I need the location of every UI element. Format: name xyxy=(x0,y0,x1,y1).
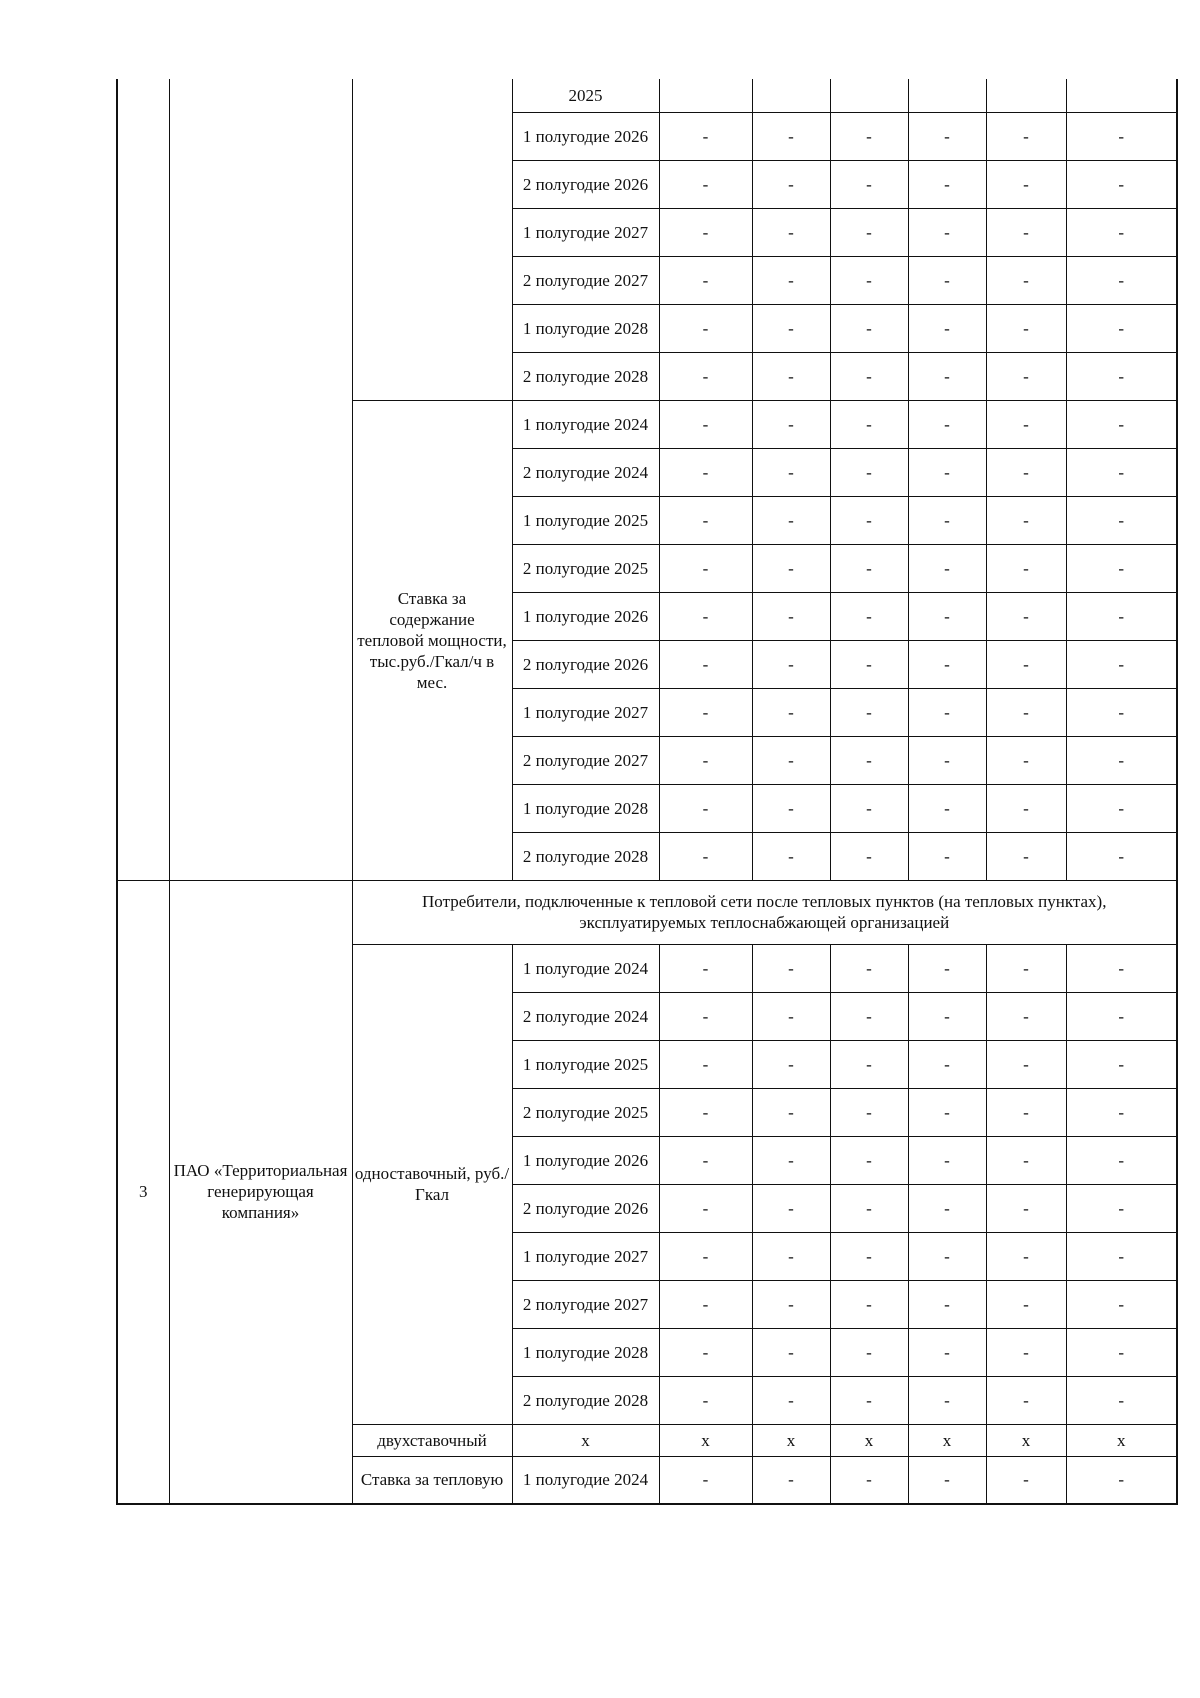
value-cell: - xyxy=(659,1136,752,1184)
value-cell: - xyxy=(659,736,752,784)
value-cell: - xyxy=(752,944,830,992)
period-cell: 1 полугодие 2026 xyxy=(512,1136,659,1184)
period-cell: 2 полугодие 2028 xyxy=(512,832,659,880)
value-cell: - xyxy=(908,736,986,784)
value-cell: - xyxy=(752,1232,830,1280)
value-cell: - xyxy=(830,1088,908,1136)
period-cell: 2 полугодие 2027 xyxy=(512,256,659,304)
value-cell: - xyxy=(1066,160,1177,208)
value-cell: - xyxy=(1066,304,1177,352)
value-cell: - xyxy=(1066,496,1177,544)
value-cell: - xyxy=(752,992,830,1040)
period-cell: 1 полугодие 2026 xyxy=(512,592,659,640)
value-cell: - xyxy=(908,544,986,592)
value-cell: - xyxy=(1066,544,1177,592)
value-cell: - xyxy=(908,1456,986,1504)
two-rate-label: двухставочный xyxy=(352,1424,512,1456)
value-cell: - xyxy=(830,304,908,352)
value-cell: - xyxy=(908,208,986,256)
value-cell: - xyxy=(659,784,752,832)
value-cell: - xyxy=(830,208,908,256)
value-cell: - xyxy=(986,736,1066,784)
period-cell: 1 полугодие 2027 xyxy=(512,208,659,256)
value-cell: x xyxy=(659,1424,752,1456)
value-cell: - xyxy=(986,1376,1066,1424)
thermal-rate-label: Ставка за тепловую xyxy=(352,1456,512,1504)
value-cell: - xyxy=(659,544,752,592)
value-cell: - xyxy=(752,352,830,400)
value-cell: - xyxy=(1066,1232,1177,1280)
value-cell: - xyxy=(752,1040,830,1088)
row-number-cell xyxy=(117,79,169,880)
value-cell: - xyxy=(659,208,752,256)
value-cell: - xyxy=(1066,352,1177,400)
value-cell: - xyxy=(986,1184,1066,1232)
value-cell: - xyxy=(986,1328,1066,1376)
value-cell: - xyxy=(659,640,752,688)
period-cell: 1 полугодие 2024 xyxy=(512,400,659,448)
value-cell: - xyxy=(986,592,1066,640)
value-cell: - xyxy=(830,448,908,496)
value-cell: - xyxy=(830,352,908,400)
value-cell: - xyxy=(1066,592,1177,640)
value-cell: - xyxy=(1066,448,1177,496)
value-cell: - xyxy=(659,256,752,304)
period-cell: 2 полугодие 2025 xyxy=(512,544,659,592)
value-cell xyxy=(752,79,830,112)
value-cell: - xyxy=(659,1376,752,1424)
value-cell: - xyxy=(752,784,830,832)
value-cell: - xyxy=(659,448,752,496)
value-cell: - xyxy=(830,112,908,160)
tariff-table xyxy=(116,79,1178,1505)
value-cell: - xyxy=(986,256,1066,304)
value-cell: - xyxy=(1066,1040,1177,1088)
value-cell: - xyxy=(908,688,986,736)
value-cell: - xyxy=(830,544,908,592)
value-cell: - xyxy=(752,640,830,688)
value-cell: - xyxy=(986,832,1066,880)
period-cell: 2 полугодие 2026 xyxy=(512,640,659,688)
value-cell: - xyxy=(830,736,908,784)
value-cell: - xyxy=(908,944,986,992)
tariff-type-cell xyxy=(352,79,512,400)
value-cell: - xyxy=(986,208,1066,256)
value-cell: - xyxy=(752,256,830,304)
value-cell: - xyxy=(659,1232,752,1280)
value-cell: - xyxy=(1066,400,1177,448)
value-cell: - xyxy=(1066,736,1177,784)
period-cell: 2 полугодие 2026 xyxy=(512,160,659,208)
value-cell: - xyxy=(752,1376,830,1424)
value-cell: - xyxy=(752,1088,830,1136)
value-cell: - xyxy=(659,832,752,880)
period-cell: 1 полугодие 2024 xyxy=(512,944,659,992)
value-cell: - xyxy=(830,640,908,688)
value-cell: - xyxy=(986,352,1066,400)
row-number-cell: 3 xyxy=(117,880,169,1504)
value-cell: - xyxy=(830,160,908,208)
value-cell: - xyxy=(986,944,1066,992)
table-row xyxy=(117,880,1177,944)
value-cell: - xyxy=(659,304,752,352)
value-cell xyxy=(830,79,908,112)
period-cell: 1 полугодие 2028 xyxy=(512,1328,659,1376)
value-cell: x xyxy=(830,1424,908,1456)
value-cell: - xyxy=(1066,256,1177,304)
value-cell: - xyxy=(1066,1280,1177,1328)
period-cell: 1 полугодие 2027 xyxy=(512,1232,659,1280)
value-cell: - xyxy=(752,1456,830,1504)
value-cell: - xyxy=(986,1456,1066,1504)
value-cell: - xyxy=(830,256,908,304)
period-cell: 1 полугодие 2027 xyxy=(512,688,659,736)
value-cell: - xyxy=(830,688,908,736)
value-cell: - xyxy=(659,592,752,640)
value-cell: - xyxy=(986,112,1066,160)
value-cell: - xyxy=(830,1040,908,1088)
period-cell: 2 полугодие 2026 xyxy=(512,1184,659,1232)
value-cell: - xyxy=(830,784,908,832)
value-cell: - xyxy=(659,944,752,992)
period-cell: 1 полугодие 2025 xyxy=(512,1040,659,1088)
value-cell: - xyxy=(659,1328,752,1376)
value-cell: - xyxy=(986,304,1066,352)
value-cell: - xyxy=(659,400,752,448)
period-cell: 2 полугодие 2028 xyxy=(512,352,659,400)
value-cell: - xyxy=(908,1376,986,1424)
value-cell: - xyxy=(830,1136,908,1184)
value-cell: - xyxy=(752,832,830,880)
value-cell: - xyxy=(908,1232,986,1280)
value-cell: - xyxy=(752,592,830,640)
period-cell: 2 полугодие 2027 xyxy=(512,736,659,784)
value-cell: - xyxy=(908,992,986,1040)
value-cell: - xyxy=(908,160,986,208)
period-cell: 1 полугодие 2028 xyxy=(512,304,659,352)
value-cell: - xyxy=(908,640,986,688)
value-cell: - xyxy=(830,1456,908,1504)
value-cell: - xyxy=(1066,1376,1177,1424)
value-cell: x xyxy=(1066,1424,1177,1456)
value-cell: - xyxy=(659,1280,752,1328)
value-cell: - xyxy=(1066,1184,1177,1232)
value-cell xyxy=(1066,79,1177,112)
value-cell: - xyxy=(986,640,1066,688)
value-cell: - xyxy=(752,544,830,592)
value-cell: - xyxy=(830,944,908,992)
value-cell: - xyxy=(830,1328,908,1376)
value-cell: - xyxy=(752,1136,830,1184)
value-cell xyxy=(908,79,986,112)
value-cell: - xyxy=(830,400,908,448)
value-cell: - xyxy=(659,688,752,736)
value-cell: - xyxy=(1066,784,1177,832)
value-cell: - xyxy=(1066,1456,1177,1504)
value-cell: - xyxy=(752,1280,830,1328)
value-cell: - xyxy=(752,112,830,160)
period-cell: 2 полугодие 2025 xyxy=(512,1088,659,1136)
table-body xyxy=(117,79,1177,1504)
value-cell: - xyxy=(752,496,830,544)
value-cell: - xyxy=(908,1088,986,1136)
value-cell: - xyxy=(659,160,752,208)
value-cell: - xyxy=(908,1184,986,1232)
value-cell xyxy=(659,79,752,112)
value-cell: - xyxy=(752,448,830,496)
one-rate-label: одноставочный, руб./Гкал xyxy=(352,944,512,1424)
value-cell: - xyxy=(659,1088,752,1136)
value-cell: - xyxy=(659,992,752,1040)
value-cell: - xyxy=(1066,688,1177,736)
period-cell: 1 полугодие 2025 xyxy=(512,496,659,544)
organization-cell xyxy=(169,79,352,880)
value-cell: - xyxy=(908,832,986,880)
value-cell: - xyxy=(752,400,830,448)
value-cell: - xyxy=(908,592,986,640)
value-cell: - xyxy=(659,1040,752,1088)
value-cell: - xyxy=(752,688,830,736)
value-cell: - xyxy=(752,160,830,208)
value-cell: - xyxy=(659,496,752,544)
value-cell: - xyxy=(752,736,830,784)
value-cell: - xyxy=(1066,208,1177,256)
value-cell: - xyxy=(986,160,1066,208)
capacity-rate-label: Ставка за содержание тепловой мощности, тыс.руб./Гкал/ч в мес. xyxy=(352,400,512,880)
value-cell: - xyxy=(908,1136,986,1184)
period-cell: 1 полугодие 2024 xyxy=(512,1456,659,1504)
value-cell: - xyxy=(986,1088,1066,1136)
value-cell: - xyxy=(908,256,986,304)
value-cell: - xyxy=(1066,1328,1177,1376)
value-cell: - xyxy=(908,400,986,448)
value-cell: - xyxy=(752,208,830,256)
value-cell: - xyxy=(908,496,986,544)
value-cell: - xyxy=(986,1136,1066,1184)
value-cell: - xyxy=(986,1040,1066,1088)
value-cell: - xyxy=(986,544,1066,592)
value-cell: - xyxy=(986,400,1066,448)
value-cell: - xyxy=(830,592,908,640)
value-cell: - xyxy=(908,784,986,832)
value-cell: - xyxy=(659,1456,752,1504)
value-cell: - xyxy=(986,688,1066,736)
period-cell: 2 полугодие 2027 xyxy=(512,1280,659,1328)
value-cell: - xyxy=(830,1232,908,1280)
value-cell: - xyxy=(830,1280,908,1328)
value-cell: - xyxy=(752,1184,830,1232)
value-cell: - xyxy=(986,784,1066,832)
period-cell: 1 полугодие 2026 xyxy=(512,112,659,160)
value-cell: - xyxy=(752,304,830,352)
value-cell: - xyxy=(986,992,1066,1040)
value-cell: - xyxy=(659,1184,752,1232)
value-cell: - xyxy=(986,448,1066,496)
value-cell: - xyxy=(1066,1136,1177,1184)
value-cell: - xyxy=(830,992,908,1040)
value-cell: - xyxy=(659,112,752,160)
period-cell: 2 полугодие 2024 xyxy=(512,992,659,1040)
value-cell: - xyxy=(986,1280,1066,1328)
value-cell: - xyxy=(986,1232,1066,1280)
value-cell: - xyxy=(1066,992,1177,1040)
value-cell: x xyxy=(752,1424,830,1456)
value-cell: - xyxy=(1066,944,1177,992)
period-cell: 2025 xyxy=(512,79,659,112)
period-cell: 2 полугодие 2024 xyxy=(512,448,659,496)
value-cell: - xyxy=(830,832,908,880)
value-cell: - xyxy=(830,1184,908,1232)
table-row xyxy=(117,79,1177,112)
value-cell: - xyxy=(908,448,986,496)
value-cell: x xyxy=(908,1424,986,1456)
value-cell: - xyxy=(908,112,986,160)
value-cell: - xyxy=(908,304,986,352)
value-cell xyxy=(986,79,1066,112)
value-cell: - xyxy=(908,1328,986,1376)
value-cell: - xyxy=(1066,112,1177,160)
value-cell: - xyxy=(1066,832,1177,880)
consumer-group-header: Потребители, подключенные к тепловой сети после тепловых пунктов (на тепловых пунктах), эксплуатируемых теплоснабжающей организацией xyxy=(352,880,1177,944)
value-cell: - xyxy=(908,1040,986,1088)
value-cell: - xyxy=(752,1328,830,1376)
period-cell: x xyxy=(512,1424,659,1456)
value-cell: - xyxy=(1066,640,1177,688)
value-cell: - xyxy=(908,352,986,400)
period-cell: 1 полугодие 2028 xyxy=(512,784,659,832)
period-cell: 2 полугодие 2028 xyxy=(512,1376,659,1424)
organization-cell: ПАО «Территориальная генерирующая компания» xyxy=(169,880,352,1504)
value-cell: - xyxy=(908,1280,986,1328)
value-cell: - xyxy=(830,496,908,544)
value-cell: - xyxy=(1066,1088,1177,1136)
value-cell: - xyxy=(830,1376,908,1424)
value-cell: - xyxy=(659,352,752,400)
value-cell: - xyxy=(986,496,1066,544)
value-cell: x xyxy=(986,1424,1066,1456)
